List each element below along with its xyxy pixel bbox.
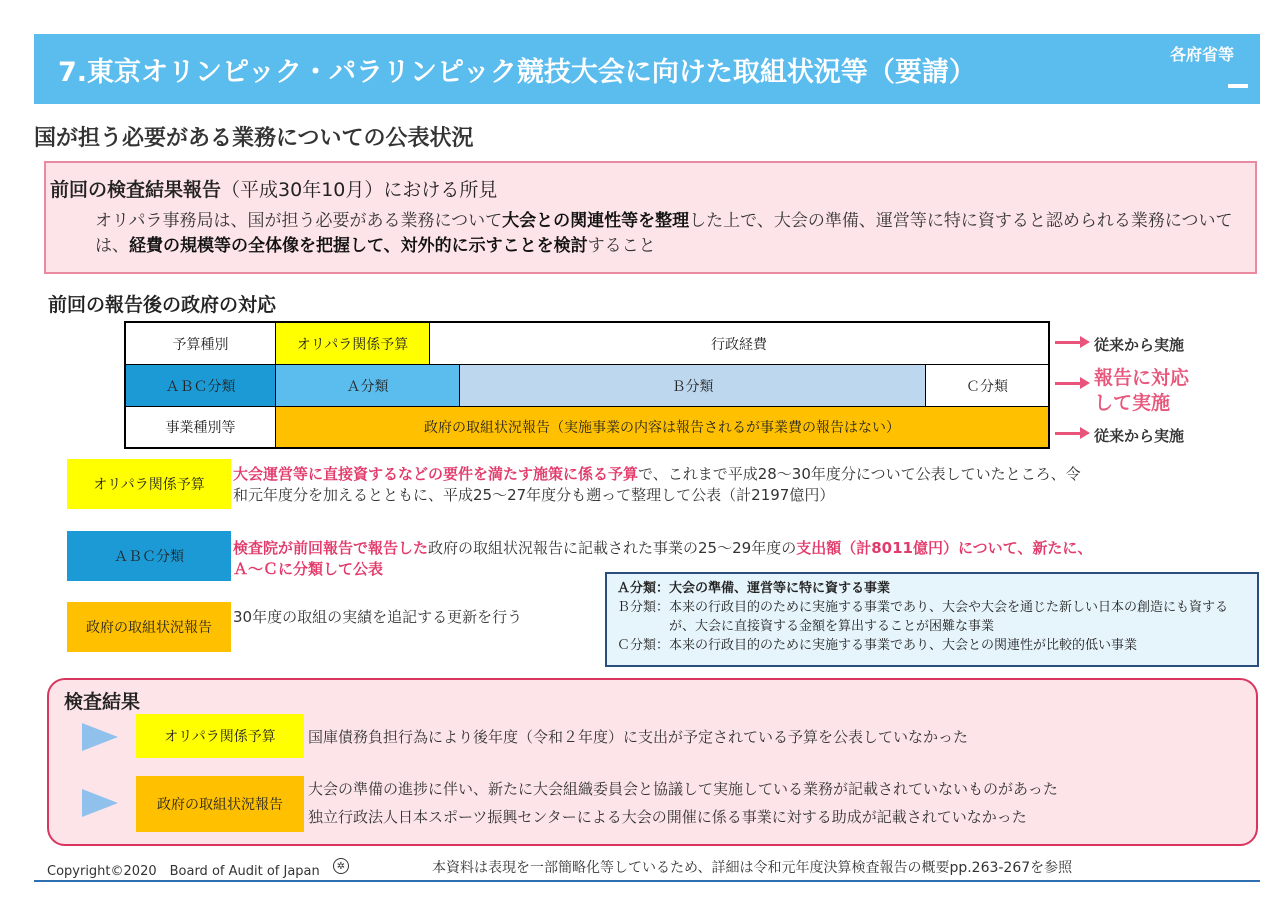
footer-copyright: Copyright©2020 Board of Audit of Japan [47,864,320,879]
table-cell-class-c: Ｃ分類 [926,365,1048,407]
table-cell-class-a: Ａ分類 [276,365,460,407]
table-cell-project-type: 事業種別等 [126,407,276,447]
arrow-label-top: 従来から実施 [1094,336,1185,354]
table-cell-olympic-budget: オリパラ関係予算 [276,323,430,365]
legend-text [617,579,1247,655]
arrow-label-middle-2: して実施 [1094,392,1171,414]
result-label-olympic-budget: オリパラ関係予算 [136,714,304,758]
previous-report-heading-bold: 前回の検査結果報告 [50,179,222,201]
table-cell-abc-classification: ＡＢＣ分類 [126,365,276,407]
detail-text: で、これまで平成28～30年度分について公表していたところ、令和元年度分を加えるとともに、平成25～27年度分も遡って整理して公表（計2197億円） [233,465,1081,504]
section-subtitle: 国が担う必要がある業務についての公表状況 [34,126,474,151]
legend-value-a: 大会の準備、運営等に特に資する事業 [669,581,891,596]
previous-report-text [95,209,1247,259]
arrow-right-icon [1055,382,1081,385]
detail-highlight: 検査院が前回報告で報告した [233,539,429,557]
triangle-right-icon [82,723,118,751]
result-text-3: 独立行政法人日本スポーツ振興センターによる大会の開催に係る事業に対する助成が記載されていなかった [308,808,1027,826]
result-label-gov-report: 政府の取組状況報告 [136,776,304,832]
prev-text-1: オリパラ事務局は、国が担う必要がある業務について [95,211,503,231]
detail-text-olympic-budget [233,464,1093,506]
legend-key-a: Ａ分類： [617,581,670,596]
prev-text-bold-2: 経費の規模等の全体像を把握して、対外的に示すことを検討 [129,236,588,256]
header-dash [1228,84,1248,88]
previous-report-heading-rest: （平成30年10月）における所見 [221,179,498,201]
ministry-label: 各府省等 [1170,45,1235,64]
detail-highlight: 支出額（計8011億円）について、新たに、Ａ～Ｃに分類して公表 [233,539,1093,578]
legend-key-b: Ｂ分類： [617,600,670,615]
legend-key-c: Ｃ分類： [617,638,670,653]
previous-report-heading [50,175,497,202]
detail-label-gov-report: 政府の取組状況報告 [67,602,231,652]
arrow-label-middle-1: 報告に対応 [1094,367,1190,389]
table-cell-gov-report: 政府の取組状況報告（実施事業の内容は報告されるが事業費の報告はない） [276,407,1048,447]
footer-note: 本資料は表現を一部簡略化等しているため、詳細は令和元年度決算検査報告の概要pp.263-267を参照 [432,860,1073,876]
detail-label-abc: ＡＢＣ分類 [67,531,231,581]
classification-table [124,321,1050,449]
footer-line [34,880,1260,882]
arrow-right-icon [1055,341,1081,344]
detail-highlight: 大会運営等に直接資するなどの要件を満たす施策に係る予算 [233,465,639,483]
result-text-2: 大会の準備の進捗に伴い、新たに大会組織委員会と協議して実施している業務が記載されていないものがあった [308,780,1058,798]
arrow-label-bottom: 従来から実施 [1094,427,1185,445]
table-cell-admin-expense: 行政経費 [430,323,1048,365]
table-cell-budget-type: 予算種別 [126,323,276,365]
detail-text: 政府の取組状況報告に記載された事業の25～29年度の [428,539,797,557]
detail-label-olympic-budget: オリパラ関係予算 [67,459,231,509]
legend-value-c: 本来の行政目的のために実施する事業であり、大会との関連性が比較的低い事業 [669,638,1138,653]
board-logo-icon: ✲ [333,858,349,874]
prev-text-2: した上で、大会の準備、運営等に特に資すると認められる業務については、 [95,211,1233,256]
prev-text-3: すること [587,236,656,256]
legend-value-b: 本来の行政目的のために実施する事業であり、大会や大会を通じた新しい日本の創造にも資するが、大会に直接資する金額を算出することが困難な事業 [669,600,1229,634]
arrow-right-icon [1055,432,1081,435]
table-cell-class-b: Ｂ分類 [460,365,926,407]
result-text-1: 国庫債務負担行為により後年度（令和２年度）に支出が予定されている予算を公表していなかった [308,728,969,746]
detail-text-gov-report: 30年度の取組の実績を追記する更新を行う [233,608,523,626]
response-section-title: 前回の報告後の政府の対応 [48,294,277,316]
triangle-right-icon [82,789,118,817]
page-title: 7.東京オリンピック・パラリンピック競技大会に向けた取組状況等（要請） [58,57,976,88]
prev-text-bold-1: 大会との関連性等を整理 [502,211,690,231]
results-title: 検査結果 [64,691,141,713]
